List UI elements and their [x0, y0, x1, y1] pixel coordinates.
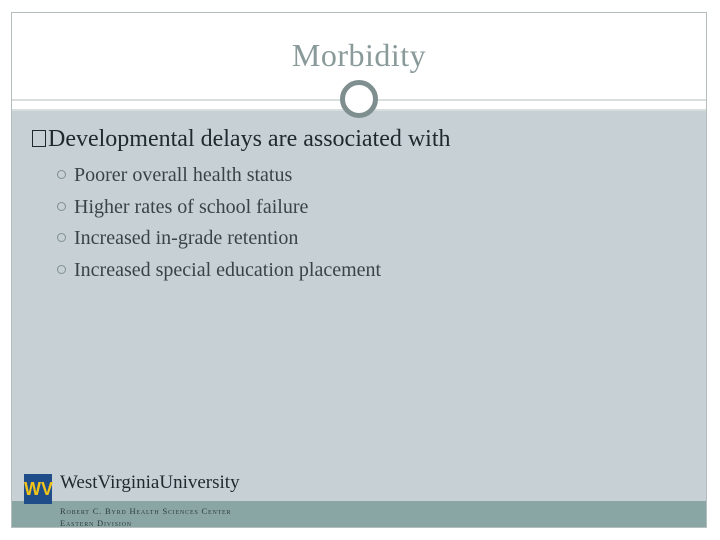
sub-bullet-text: Increased special education placement: [74, 259, 382, 281]
slide: [11, 12, 707, 528]
circle-bullet-icon: [57, 202, 66, 211]
main-bullet: [32, 126, 451, 153]
ring-ornament: [340, 80, 378, 118]
logo-name: WestVirginiaUniversity: [60, 472, 240, 493]
logo-line-2: Eastern Division: [60, 518, 132, 528]
sub-bullet-text: Higher rates of school failure: [74, 196, 309, 218]
bullet-box-icon: [32, 130, 46, 147]
main-bullet-text: Developmental delays are associated with: [48, 126, 451, 152]
sub-bullet: [57, 259, 381, 282]
sub-bullet: [57, 196, 308, 219]
slide-title: Morbidity: [291, 37, 427, 73]
wv-mark-icon: WV: [24, 474, 52, 504]
sub-bullet: [57, 227, 298, 250]
sub-bullet: [57, 164, 292, 187]
sub-bullet-text: Increased in-grade retention: [74, 227, 299, 249]
sub-bullet-text: Poorer overall health status: [74, 164, 293, 186]
logo-line-1: Robert C. Byrd Health Sciences Center: [60, 506, 232, 516]
circle-bullet-icon: [57, 170, 66, 179]
circle-bullet-icon: [57, 233, 66, 242]
circle-bullet-icon: [57, 265, 66, 274]
wvu-logo: [24, 472, 284, 528]
